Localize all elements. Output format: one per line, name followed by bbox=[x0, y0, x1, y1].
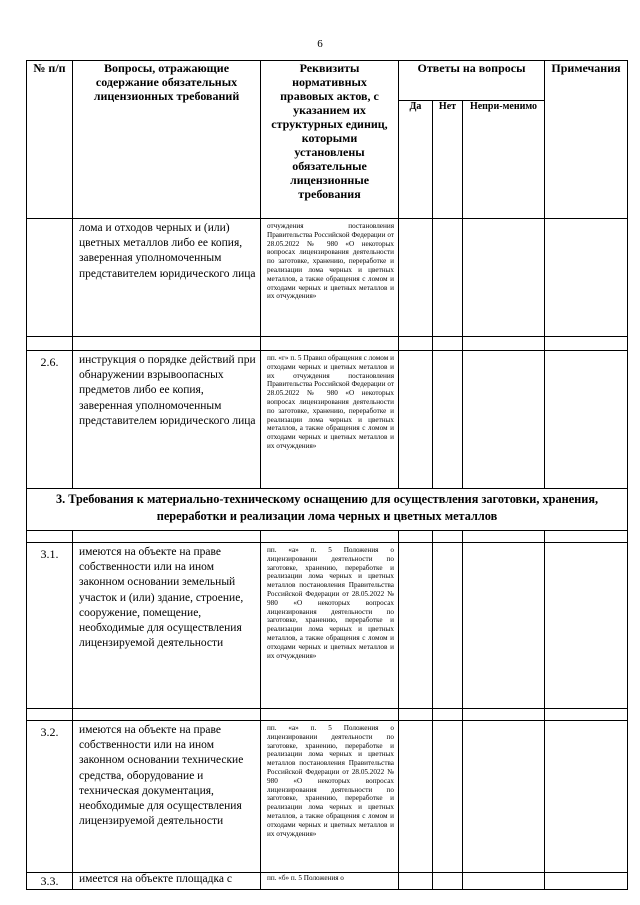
note-cell[interactable] bbox=[545, 721, 628, 873]
answer-no-cell[interactable] bbox=[433, 873, 463, 890]
section-title: 3. Требования к материально-техническому оснащению для осуществления заготовки, хранения, переработки и реализации лома черных и цветных металлов bbox=[27, 489, 628, 531]
page-number: 6 bbox=[317, 38, 323, 50]
header-question: Вопросы, отражающие содержание обязательных лицензионных требований bbox=[73, 61, 261, 219]
row-question: лома и отходов черных и (или) цветных металлов либо ее копия, заверенная уполномоченным представителем юридического лица bbox=[73, 219, 261, 337]
row-question: имеются на объекте на праве собственности или на ином законном основании технические средства, оборудование и техническая документация, необходимые для осуществления лицензируемой деятельности bbox=[73, 721, 261, 873]
checklist-table bbox=[26, 60, 628, 890]
header-requisites: Реквизиты нормативных правовых актов, с указанием их структурных единиц, которыми установлены обязательные лицензионные требования bbox=[261, 61, 399, 219]
table-row bbox=[27, 721, 628, 873]
table-row bbox=[27, 219, 628, 337]
answer-no-cell[interactable] bbox=[433, 219, 463, 337]
answer-no-cell[interactable] bbox=[433, 543, 463, 709]
row-num: 2.6. bbox=[27, 351, 73, 489]
row-requisites: пп. «б» п. 5 Положения о bbox=[261, 873, 399, 890]
row-question: имеются на объекте на праве собственности или на ином законном основании земельный участок и (или) здание, строение, сооружение, помещение, необходимые для осуществления лицензируемой деятельности bbox=[73, 543, 261, 709]
table-row bbox=[27, 543, 628, 709]
header-yes: Да bbox=[399, 101, 433, 219]
answer-no-cell[interactable] bbox=[433, 721, 463, 873]
row-question: имеется на объекте площадка с bbox=[73, 873, 261, 890]
header-note: Примечания bbox=[545, 61, 628, 219]
section-row bbox=[27, 489, 628, 531]
row-requisites: отчуждения постановления Правительства Российской Федерации от 28.05.2022 № 980 «О некоторых вопросах лицензирования деятельности по заготовке, хранению, переработке и реализации лома черных и цветных металлов, а также обращения с ломом и отходами черных и цветных металлов и их отчуждения» bbox=[261, 219, 399, 337]
header-no: Нет bbox=[433, 101, 463, 219]
note-cell[interactable] bbox=[545, 873, 628, 890]
answer-na-cell[interactable] bbox=[463, 543, 545, 709]
answer-yes-cell[interactable] bbox=[399, 721, 433, 873]
answer-yes-cell[interactable] bbox=[399, 351, 433, 489]
row-question: инструкция о порядке действий при обнаружении взрывоопасных предметов либо ее копия, заверенная уполномоченным представителем юридического лица bbox=[73, 351, 261, 489]
header-num: № п/п bbox=[27, 61, 73, 219]
answer-na-cell[interactable] bbox=[463, 873, 545, 890]
answer-yes-cell[interactable] bbox=[399, 543, 433, 709]
row-requisites: пп. «а» п. 5 Положения о лицензировании деятельности по заготовке, хранению, переработке и реализации лома черных и цветных металлов постановления Правительства Российской Федерации от 28.05.2022 № 980 «О некоторых вопросах лицензирования деятельности по заготовке, хранению, переработке и реализации лома черных и цветных металлов, а также обращения с ломом и отходами черных и цветных металлов и их отчуждения» bbox=[261, 721, 399, 873]
row-num: 3.1. bbox=[27, 543, 73, 709]
table-row bbox=[27, 351, 628, 489]
answer-yes-cell[interactable] bbox=[399, 219, 433, 337]
answer-yes-cell[interactable] bbox=[399, 873, 433, 890]
header-answers: Ответы на вопросы bbox=[399, 61, 545, 101]
table-row bbox=[27, 873, 628, 890]
header-na: Непри-менимо bbox=[463, 101, 545, 219]
row-num: 3.3. bbox=[27, 873, 73, 890]
row-requisites: пп. «а» п. 5 Положения о лицензировании деятельности по заготовке, хранению, переработке и реализации лома черных и цветных металлов постановления Правительства Российской Федерации от 28.05.2022 № 980 «О некоторых вопросах лицензирования деятельности по заготовке, хранению, переработке и реализации лома черных и цветных металлов, а также обращения с ломом и отходами черных и цветных металлов и их отчуждения» bbox=[261, 543, 399, 709]
row-num: 3.2. bbox=[27, 721, 73, 873]
note-cell[interactable] bbox=[545, 351, 628, 489]
answer-na-cell[interactable] bbox=[463, 721, 545, 873]
answer-na-cell[interactable] bbox=[463, 219, 545, 337]
row-requisites: пп. «г» п. 5 Правил обращения с ломом и отходами черных и цветных металлов и их отчуждения постановления Правительства Российской Федерации от 28.05.2022 № 980 «О некоторых вопросах лицензирования деятельности по заготовке, хранению, переработке и реализации лома черных и цветных металлов, а также обращения с ломом и отходами черных и цветных металлов и их отчуждения» bbox=[261, 351, 399, 489]
note-cell[interactable] bbox=[545, 543, 628, 709]
row-num bbox=[27, 219, 73, 337]
answer-na-cell[interactable] bbox=[463, 351, 545, 489]
note-cell[interactable] bbox=[545, 219, 628, 337]
answer-no-cell[interactable] bbox=[433, 351, 463, 489]
